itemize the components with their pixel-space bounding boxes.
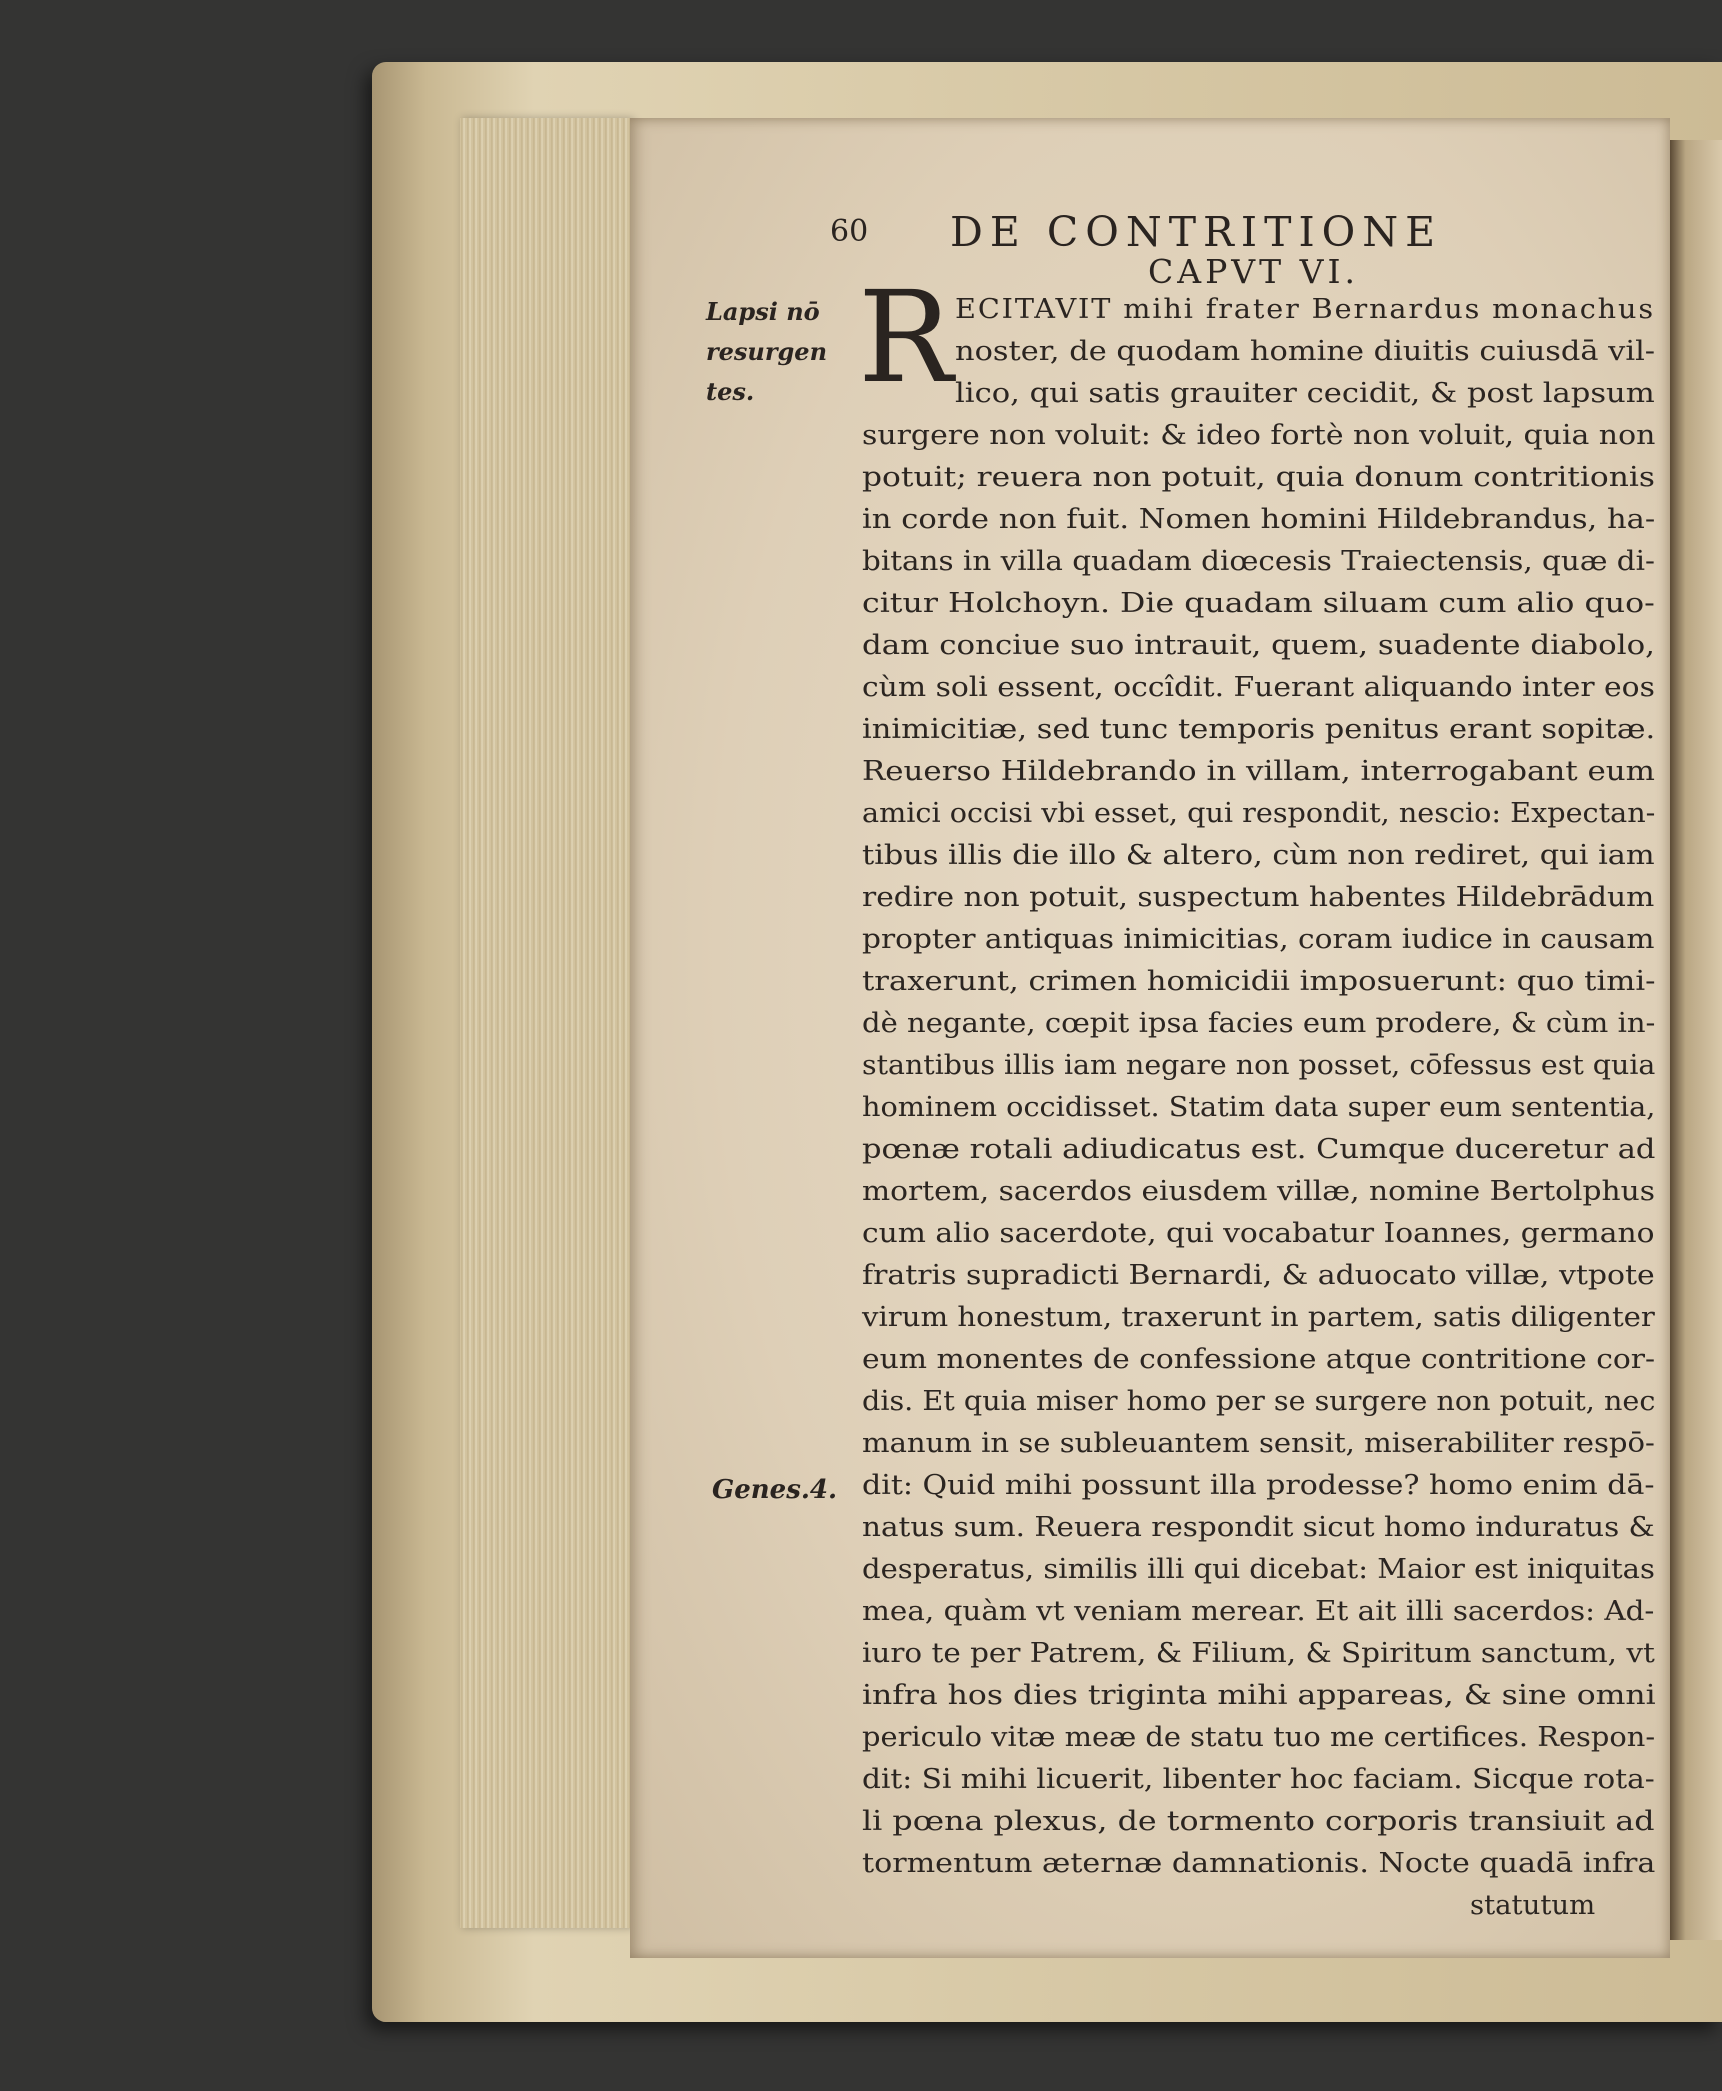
margin-note-line: tes. xyxy=(706,377,755,406)
body-line: inimicitiæ, sed tunc temporis penitus erant sopitæ. xyxy=(862,713,1656,745)
body-line: Reuerso Hildebrando in villam, interrogabant eum xyxy=(862,755,1655,787)
body-line: statutum xyxy=(1470,1889,1596,1921)
body-line: noster, de quodam homine diuitis cuiusdā vil- xyxy=(955,335,1656,367)
body-line: eum monentes de confessione atque contritione cor- xyxy=(862,1343,1656,1375)
margin-note-line: Lapsi nō xyxy=(706,297,820,326)
body-line: dit: Quid mihi possunt illa prodesse? homo enim dā- xyxy=(862,1469,1655,1501)
body-line: mea, quàm vt veniam merear. Et ait illi sacerdos: Ad- xyxy=(862,1595,1655,1627)
body-line: dit: Si mihi licuerit, libenter hoc faciam. Sicque rota- xyxy=(862,1763,1655,1795)
margin-note-lapsi xyxy=(706,292,826,412)
body-line: cum alio sacerdote, qui vocabatur Ioannes, germano xyxy=(862,1217,1655,1249)
body-line: citur Holchoyn. Die quadam siluam cum alio quo- xyxy=(862,587,1655,619)
body-line: iuro te per Patrem, & Filium, & Spiritum sanctum, vt xyxy=(862,1637,1655,1669)
body-line: li pœna plexus, de tormento corporis transiuit ad xyxy=(862,1805,1655,1837)
drop-cap: R xyxy=(858,264,953,411)
body-line: bitans in villa quadam diœcesis Traiectensis, quæ di- xyxy=(862,545,1655,577)
margin-note-genesis xyxy=(712,1470,838,1510)
body-line: manum in se subleuantem sensit, miserabiliter respō- xyxy=(862,1427,1655,1459)
body-line: traxerunt, crimen homicidii imposuerunt: quo timi- xyxy=(862,965,1656,997)
body-line: redire non potuit, suspectum habentes Hildebrādum xyxy=(862,881,1655,913)
margin-note-line: resurgen xyxy=(706,337,828,366)
margin-note-line: Genes.4. xyxy=(712,1475,838,1505)
body-line: tibus illis die illo & altero, cùm non rediret, qui iam xyxy=(862,839,1655,871)
body-line: stantibus illis iam negare non posset, cōfessus est quia xyxy=(862,1049,1656,1081)
body-line: desperatus, similis illi qui dicebat: Maior est iniquitas xyxy=(862,1553,1655,1585)
body-line: natus sum. Reuera respondit sicut homo induratus & xyxy=(862,1511,1655,1543)
body-line: tormentum æternæ damnationis. Nocte quadā infra xyxy=(862,1847,1656,1879)
body-line: dam conciue suo intrauit, quem, suadente diabolo, xyxy=(862,629,1655,661)
body-line: periculo vitæ meæ de statu tuo me certifices. Respon- xyxy=(862,1721,1656,1753)
body-line: dis. Et quia miser homo per se surgere non potuit, nec xyxy=(862,1385,1656,1417)
chapter-title: CAPVT VI. xyxy=(1148,252,1359,291)
body-line: virum honestum, traxerunt in partem, satis diligenter xyxy=(862,1301,1655,1333)
body-line: surgere non voluit: & ideo fortè non voluit, quia non xyxy=(862,419,1656,451)
body-line: ECITAVIT mihi frater Bernardus monachus xyxy=(955,293,1655,325)
body-line: amici occisi vbi esset, qui respondit, nescio: Expectan- xyxy=(862,797,1656,829)
body-line: potuit; reuera non potuit, quia donum contritionis xyxy=(862,461,1655,493)
body-line: mortem, sacerdos eiusdem villæ, nomine Bertolphus xyxy=(862,1175,1655,1207)
body-line: fratris supradicti Bernardi, & aduocato villæ, vtpote xyxy=(862,1259,1655,1291)
body-line: propter antiquas inimicitias, coram iudice in causam xyxy=(862,923,1655,955)
body-line: pœnæ rotali adiudicatus est. Cumque duceretur ad xyxy=(862,1133,1656,1165)
page-number: 60 xyxy=(830,214,869,249)
page-block-edges xyxy=(460,118,632,1928)
running-head-title: DE CONTRITIONE xyxy=(950,208,1443,256)
body-line: cùm soli essent, occîdit. Fuerant aliquando inter eos xyxy=(862,671,1655,703)
body-line: infra hos dies triginta mihi appareas, & sine omni xyxy=(862,1679,1656,1711)
body-line: lico, qui satis grauiter cecidit, & post lapsum xyxy=(955,377,1655,409)
body-line: dè negante, cœpit ipsa facies eum prodere, & cùm in- xyxy=(862,1007,1656,1039)
body-line: in corde non fuit. Nomen homini Hildebrandus, ha- xyxy=(862,503,1656,535)
body-line: hominem occidisset. Statim data super eum sententia, xyxy=(862,1091,1656,1123)
